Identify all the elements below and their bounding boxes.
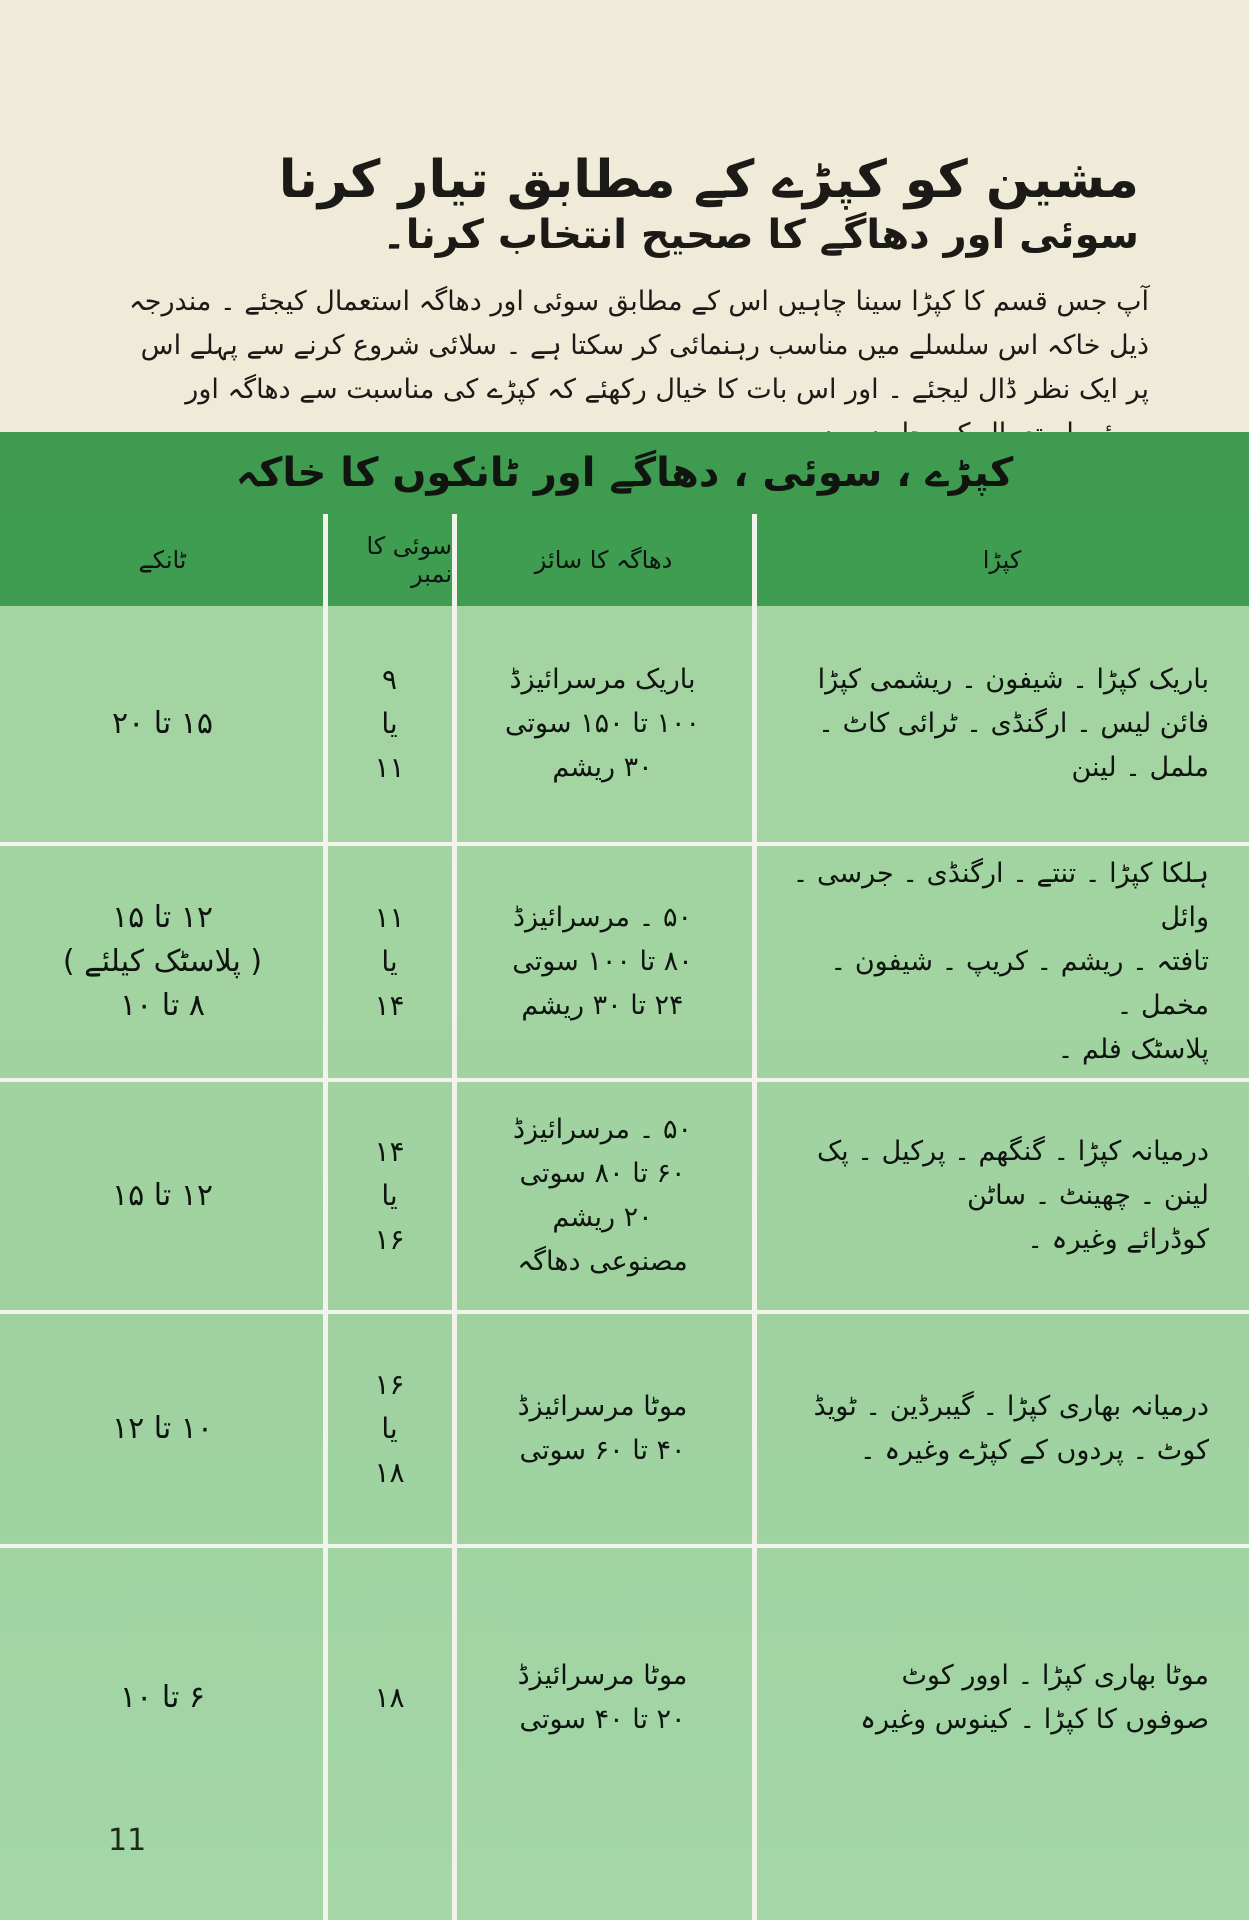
cell-line: ۶۰ تا ۸۰ سوتی <box>519 1158 686 1189</box>
table-cell-stitches <box>0 606 325 842</box>
cell-line: موٹا بھاری کپڑا ۔ اوور کوٹ <box>901 1660 1209 1691</box>
cell-line: باریک کپڑا ۔ شیفون ۔ ریشمی کپڑا <box>817 664 1209 695</box>
cell-line: فائن لیس ۔ ارگنڈی ۔ ٹرائی کاٹ ۔ ململ ۔ لینن <box>818 708 1209 783</box>
cell-line: ۱۲ تا ۱۵ <box>111 1178 214 1213</box>
cell-lines <box>512 896 693 1028</box>
table-cell-thread <box>455 846 750 1078</box>
cell-lines <box>518 1385 688 1473</box>
table-cell-stitches <box>0 1548 325 1848</box>
header-thread: دھاگہ کا سائز <box>534 546 673 574</box>
cell-line: ۱۶ <box>374 1368 405 1401</box>
table-cell-stitches <box>0 1314 325 1544</box>
table-cell-needle <box>327 1548 452 1848</box>
cell-lines <box>374 1676 404 1720</box>
cell-line: ۲۰ ریشم <box>552 1202 653 1233</box>
page-number: 11 <box>108 1823 147 1858</box>
cell-lines <box>814 1385 1209 1473</box>
page-title: مشین کو کپڑے کے مطابق تیار کرنا <box>278 150 1139 210</box>
cell-line: یا <box>381 1412 398 1445</box>
table-cell-thread <box>455 606 750 842</box>
cell-lines <box>769 852 1209 1072</box>
cell-line: ۵۰ ۔ مرسرائیزڈ <box>513 1114 692 1145</box>
cell-line: کوڈرائے وغیرہ ۔ <box>1027 1224 1209 1255</box>
table-cell-thread <box>455 1082 750 1310</box>
header-section <box>0 0 1249 430</box>
cell-line: ۶ تا ۱۰ <box>120 1680 205 1715</box>
table-title-banner <box>0 432 1249 514</box>
cell-lines <box>374 1130 404 1262</box>
cell-line: مصنوعی دھاگہ <box>517 1246 688 1277</box>
cell-line: ۱۰ تا ۱۲ <box>111 1411 214 1446</box>
cell-line: ۱۰۰ تا ۱۵۰ سوتی <box>504 708 701 739</box>
cell-lines <box>505 658 700 790</box>
header-stitches: ٹانکے <box>138 546 187 574</box>
table-cell-needle <box>327 606 452 842</box>
cell-line: ( پلاسٹک کیلئے ) <box>62 944 263 979</box>
cell-lines <box>112 1174 213 1218</box>
cell-line: ۹ <box>381 663 398 696</box>
cell-line: صوفوں کا کپڑا ۔ کینوس وغیرہ <box>860 1704 1209 1735</box>
table-header-row <box>0 514 1249 606</box>
cell-line: ہلکا کپڑا ۔ تنتے ۔ ارگنڈی ۔ جرسی ۔ وائل <box>792 858 1209 933</box>
intro-paragraph: آپ جس قسم کا کپڑا سینا چاہیں اس کے مطابق سوئی اور دھاگہ استعمال کیجئے ۔ مندرجہ ذیل خاکہ اس سلسلے میں مناسب رہنمائی کر سکتا ہے ۔ سلائی شروع کرنے سے پہلے اس پر ایک نظر ڈال لیجئے ۔ اور اس بات کا خیال رکھئے کہ کپڑے کی مناسبت سے دھاگہ اور <box>128 286 1149 405</box>
cell-line: ۱۴ <box>374 989 405 1022</box>
table-cell-needle <box>327 1082 452 1310</box>
cell-line: یا <box>381 1179 398 1212</box>
cell-lines <box>860 1654 1209 1742</box>
cell-line: ۱۶ <box>374 1223 405 1256</box>
cell-line: لینن ۔ چھینٹ ۔ ساٹن <box>967 1180 1209 1211</box>
table-cell-fabric <box>769 606 1209 842</box>
cell-line: ۵۰ ۔ مرسرائیزڈ <box>513 902 692 933</box>
cell-line: ۲۰ تا ۴۰ سوتی <box>519 1704 686 1735</box>
cell-lines <box>112 702 213 746</box>
cell-line: ۱۴ <box>374 1135 405 1168</box>
page-subtitle: سوئی اور دھاگے کا صحیح انتخاب کرنا۔ <box>382 212 1139 258</box>
cell-line: ۸ تا ۱۰ <box>120 988 205 1023</box>
cell-line: یا <box>381 945 398 978</box>
table-cell-fabric <box>769 1548 1209 1848</box>
cell-lines <box>120 1676 205 1720</box>
cell-lines <box>374 896 404 1028</box>
cell-line: ۱۵ تا ۲۰ <box>111 706 214 741</box>
cell-line: ۱۱ <box>374 751 405 784</box>
table-title: کپڑے ، سوئی ، دھاگے اور ٹانکوں کا خاکہ <box>235 450 1014 496</box>
cell-lines <box>112 1407 213 1451</box>
table-cell-fabric <box>769 1082 1209 1310</box>
table-cell-needle <box>327 1314 452 1544</box>
cell-lines <box>817 1130 1209 1262</box>
table-cell-needle <box>327 846 452 1078</box>
cell-line: درمیانہ کپڑا ۔ گنگھم ۔ پرکیل ۔ پک <box>816 1136 1209 1167</box>
fabric-needle-thread-table <box>0 514 1249 1920</box>
cell-line: ۱۱ <box>374 901 405 934</box>
cell-lines <box>63 896 262 1028</box>
cell-lines <box>374 658 404 790</box>
header-needle: سوئی کا نمبر <box>366 532 452 588</box>
cell-line: باریک مرسرائیزڈ <box>509 664 696 695</box>
table-cell-stitches <box>0 1082 325 1310</box>
cell-line: تافتہ ۔ ریشم ۔ کریپ ۔ شیفون ۔ مخمل ۔ <box>830 946 1209 1021</box>
header-fabric: کپڑا <box>982 546 1022 574</box>
cell-line: ۱۸ <box>374 1681 405 1714</box>
cell-lines <box>518 1654 688 1742</box>
cell-line: پلاسٹک فلم ۔ <box>1057 1034 1209 1065</box>
cell-lines <box>769 658 1209 790</box>
table-cell-thread <box>455 1548 750 1848</box>
cell-line: ۳۰ ریشم <box>552 752 653 783</box>
cell-lines <box>513 1108 692 1284</box>
column-divider <box>752 514 757 1920</box>
cell-line: کوٹ ۔ پردوں کے کپڑے وغیرہ ۔ <box>859 1435 1209 1466</box>
table-cell-fabric <box>769 1314 1209 1544</box>
cell-line: ۱۲ تا ۱۵ <box>111 900 214 935</box>
cell-lines <box>374 1363 404 1495</box>
table-cell-stitches <box>0 846 325 1078</box>
cell-line: ۲۴ تا ۳۰ ریشم <box>521 990 684 1021</box>
cell-line: یا <box>381 707 398 740</box>
cell-line: موٹا مرسرائیزڈ <box>517 1391 688 1422</box>
cell-line: درمیانہ بھاری کپڑا ۔ گیبرڈین ۔ ٹویڈ <box>813 1391 1209 1422</box>
table-cell-thread <box>455 1314 750 1544</box>
cell-line: موٹا مرسرائیزڈ <box>517 1660 688 1691</box>
table-cell-fabric <box>769 846 1209 1078</box>
cell-line: ۸۰ تا ۱۰۰ سوتی <box>512 946 693 977</box>
cell-line: ۱۸ <box>374 1456 405 1489</box>
cell-line: ۴۰ تا ۶۰ سوتی <box>519 1435 686 1466</box>
